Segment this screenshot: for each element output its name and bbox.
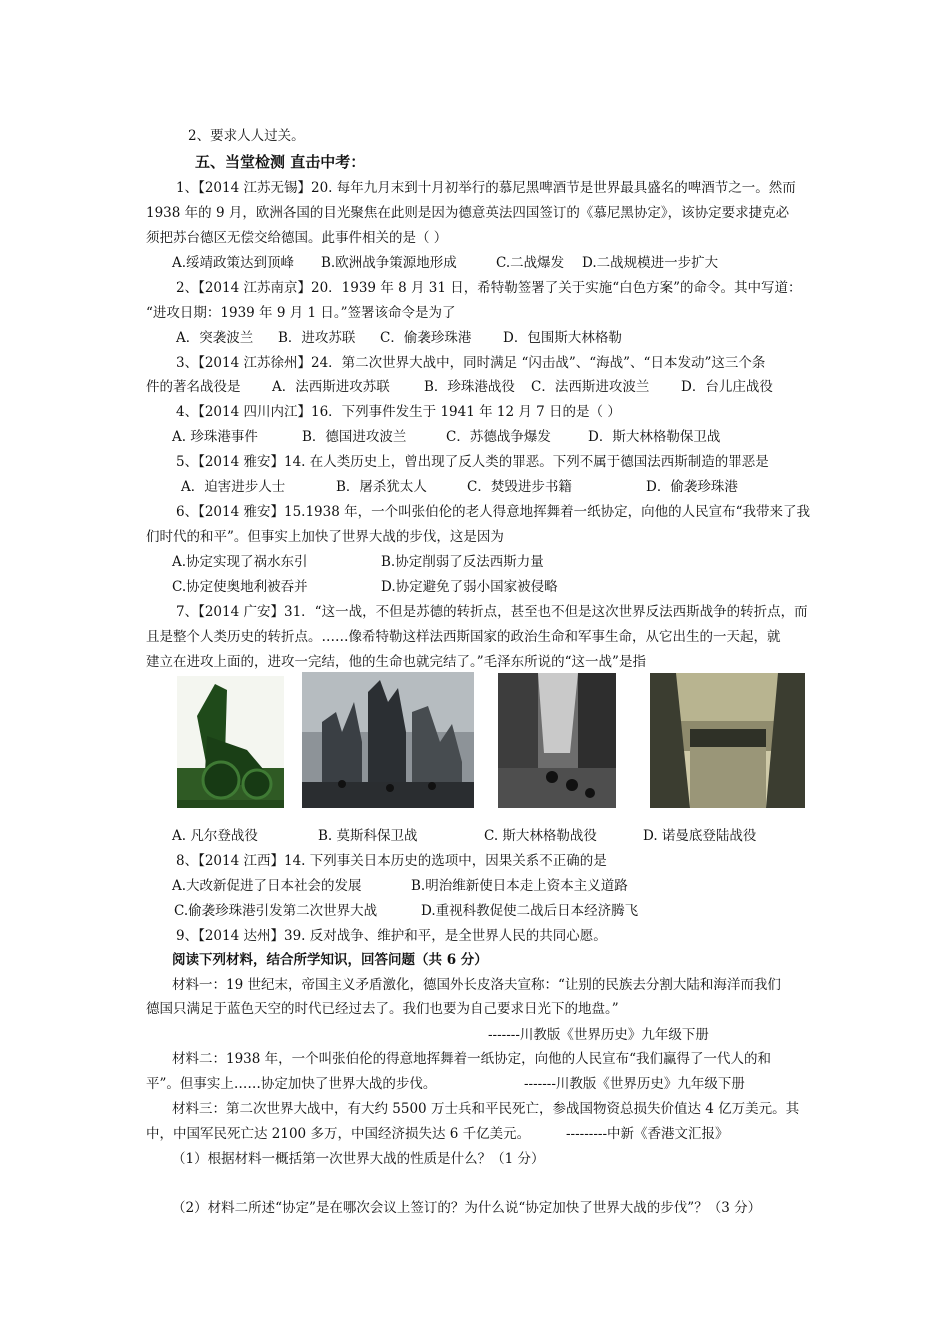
- q1-option-b: B.欧洲战争策源地形成: [321, 255, 457, 271]
- landing-craft-photo: [650, 673, 805, 808]
- material-1-line-2: 德国只满足于蓝色天空的时代已经过去了。我们也要为自己要求日光下的地盘。”: [146, 1001, 619, 1017]
- q1-line-1: 1、【2014 江苏无锡】20. 每年九月末到十月初举行的慕尼黑啤酒节是世界最具盛名的啤酒节之一。然而: [176, 180, 796, 196]
- q9-instruction: 阅读下列材料，结合所学知识，回答问题（共 6 分）: [172, 952, 488, 968]
- street-battle-photo: [498, 673, 616, 808]
- q1-line-3: 须把苏台德区无偿交给德国。此事件相关的是（ ）: [146, 230, 448, 246]
- q2-line-1: 2、【2014 江苏南京】20．1939 年 8 月 31 日，希特勒签署了关于实施“白色方案”的命令。其中写道：: [176, 280, 802, 296]
- q6-option-d: D.协定避免了弱小国家被侵略: [381, 579, 558, 595]
- q7-option-a: A. 凡尔登战役: [172, 828, 258, 844]
- q1-option-c: C.二战爆发: [496, 255, 565, 271]
- q7-line-1: 7、【2014 广安】31．“这一战，不但是苏德的转折点，甚至也不但是这次世界反法西斯战争的转折点，而: [176, 604, 808, 620]
- q5-option-d: D．偷袭珍珠港: [646, 479, 738, 495]
- q3-option-d: D．台儿庄战役: [681, 379, 773, 395]
- q8-option-b: B.明治维新使日本走上资本主义道路: [411, 878, 628, 894]
- q7-line-2: 且是整个人类历史的转折点。……像希特勒这样法西斯国家的政治生命和军事生命，从它出生的一天起，就: [146, 629, 781, 645]
- q6-line-2: 们时代的和平”。但事实上加快了世界大战的步伐，这是因为: [146, 529, 504, 545]
- material-3-source: ---------中新《香港文汇报》: [566, 1126, 729, 1142]
- material-2-source: -------川教版《世界历史》九年级下册: [524, 1076, 745, 1092]
- q1-option-d: D.二战规模进一步扩大: [582, 255, 719, 271]
- q2-option-a: A．突袭波兰: [176, 330, 254, 346]
- q6-option-a: A.协定实现了祸水东引: [172, 554, 308, 570]
- requirement-line: 2、要求人人过关。: [188, 128, 305, 144]
- material-2-line-2: 平”。但事实上……协定加快了世界大战的步伐。: [146, 1076, 437, 1092]
- q4-option-d: D．斯大林格勒保卫战: [588, 429, 721, 445]
- material-1-line-1: 材料一：19 世纪末，帝国主义矛盾激化，德国外长皮洛夫宣称：“让别的民族去分割大陆和海洋而我们: [172, 977, 781, 993]
- material-3-line-1: 材料三：第二次世界大战中，有大约 5500 万士兵和平民死亡，参战国物资总损失价值达 4 亿万美元。其: [172, 1101, 800, 1117]
- q6-option-b: B.协定削弱了反法西斯力量: [381, 554, 544, 570]
- q8-option-d: D.重视科教促使二战后日本经济腾飞: [421, 903, 639, 919]
- q2-option-d: D．包围斯大林格勒: [503, 330, 622, 346]
- q3-option-b: B．珍珠港战役: [424, 379, 515, 395]
- q5-line-1: 5、【2014 雅安】14. 在人类历史上，曾出现了反人类的罪恶。下列不属于德国法西斯制造的罪恶是: [176, 454, 769, 470]
- q3-line-2: 件的著名战役是: [146, 379, 241, 395]
- q2-option-b: B．进攻苏联: [278, 330, 356, 346]
- q5-option-b: B．屠杀犹太人: [336, 479, 427, 495]
- q7-option-d: D. 诺曼底登陆战役: [643, 828, 757, 844]
- q4-option-a: A. 珍珠港事件: [172, 429, 258, 445]
- q8-option-a: A.大改新促进了日本社会的发展: [172, 878, 362, 894]
- q1-option-a: A.绥靖政策达到顶峰: [172, 255, 295, 271]
- cannon-photo: [177, 676, 284, 808]
- q4-option-c: C．苏德战争爆发: [446, 429, 551, 445]
- q5-option-a: A．迫害进步人士: [181, 479, 286, 495]
- q8-option-c: C.偷袭珍珠港引发第二次世界大战: [174, 903, 378, 919]
- section-title: 五、当堂检测 直击中考：: [195, 153, 366, 171]
- q9-line-1: 9、【2014 达州】39. 反对战争、维护和平，是全世界人民的共同心愿。: [176, 928, 607, 944]
- q3-line-1: 3、【2014 江苏徐州】24．第二次世界大战中，同时满足 “闪击战”、“海战”、“日本发动”这三个条: [176, 355, 766, 371]
- q1-line-2: 1938 年的 9 月，欧洲各国的目光聚焦在此则是因为德意英法四国签订的《慕尼黑协定》，该协定要求捷克必: [146, 205, 790, 221]
- q7-option-b: B. 莫斯科保卫战: [318, 828, 418, 844]
- sub-question-2: （2）材料二所述“协定”是在哪次会议上签订的？为什么说“协定加快了世界大战的步伐”？（3 分）: [172, 1200, 762, 1216]
- q2-line-2: “进攻日期：1939 年 9 月 1 日。”签署该命令是为了: [146, 305, 456, 321]
- q3-option-c: C．法西斯进攻波兰: [531, 379, 650, 395]
- q7-option-c: C. 斯大林格勒战役: [484, 828, 597, 844]
- material-3-line-2: 中，中国军民死亡达 2100 多万，中国经济损失达 6 千亿美元。: [146, 1126, 531, 1142]
- q6-option-c: C.协定使奥地利被吞并: [172, 579, 308, 595]
- q3-option-a: A．法西斯进攻苏联: [272, 379, 390, 395]
- q8-line-1: 8、【2014 江西】14. 下列事关日本历史的选项中，因果关系不正确的是: [176, 853, 607, 869]
- q4-line-1: 4、【2014 四川内江】16．下列事件发生于 1941 年 12 月 7 日的是（ ）: [176, 404, 621, 420]
- material-2-line-1: 材料二：1938 年，一个叫张伯伦的得意地挥舞着一纸协定，向他的人民宣布“我们赢得了一代人的和: [172, 1051, 772, 1067]
- ruined-city-photo: [302, 672, 474, 808]
- q2-option-c: C．偷袭珍珠港: [380, 330, 472, 346]
- q5-option-c: C．焚毁进步书籍: [467, 479, 572, 495]
- material-1-source: -------川教版《世界历史》九年级下册: [488, 1027, 709, 1043]
- sub-question-1: （1）根据材料一概括第一次世界大战的性质是什么？（1 分）: [172, 1151, 545, 1167]
- q7-line-3: 建立在进攻上面的，进攻一完结，他的生命也就完结了。”毛泽东所说的“这一战”是指: [146, 654, 646, 670]
- q4-option-b: B．德国进攻波兰: [302, 429, 407, 445]
- q6-line-1: 6、【2014 雅安】15.1938 年，一个叫张伯伦的老人得意地挥舞着一纸协定，向他的人民宣布“我带来了我: [176, 504, 811, 520]
